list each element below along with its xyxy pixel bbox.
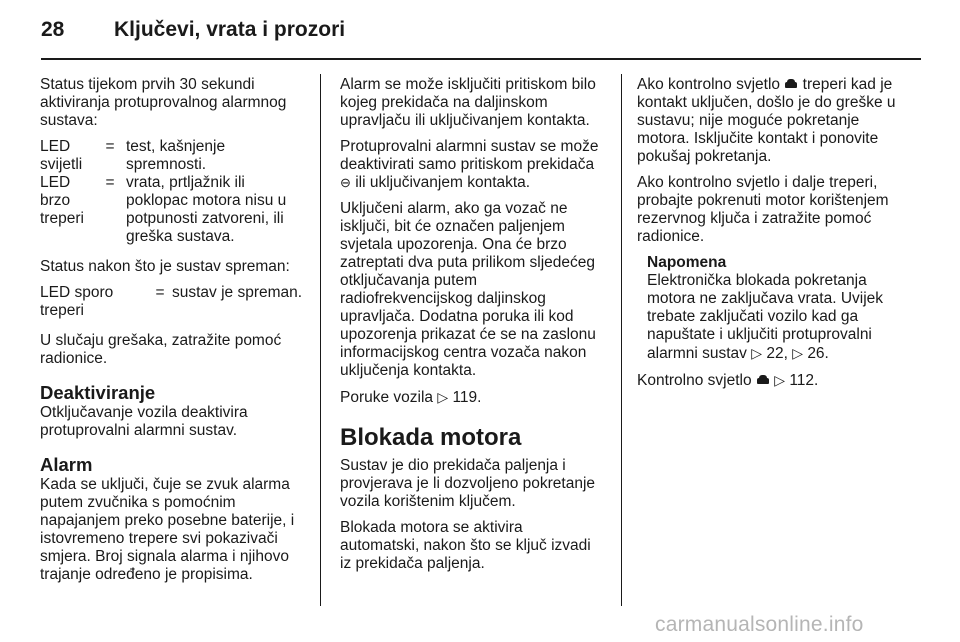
- def-desc: vrata, prtljažnik ili poklopac motora nisu u potpunosti zatvoreni, ili greška sustava.: [126, 174, 287, 245]
- page-reference[interactable]: 119.: [452, 389, 482, 406]
- paragraph-part: Ako kontrolno svjetlo: [637, 76, 781, 93]
- page-reference-arrow-icon: ▷: [774, 372, 785, 388]
- page-reference[interactable]: 112.: [789, 372, 819, 389]
- def-equals: =: [155, 284, 165, 301]
- intro-text: Status tijekom prvih 30 sekundi aktiviranja protuprovalnog alarmnog sustava:: [40, 76, 287, 129]
- immobiliser-car-icon: [784, 79, 798, 90]
- def-equals: =: [105, 174, 115, 191]
- page-reference-arrow-icon: ▷: [751, 345, 763, 361]
- def-desc: sustav je spreman.: [172, 284, 303, 301]
- paragraph: Uključeni alarm, ako ga vozač ne isključi, bit će označen paljenjem svjetala upozorenja. Ona će brzo zatreptati dva puta prilikom sljedećeg otključavanja putem radiofrekvencijskog daljinskog upravljača. Dodatna poruka ili kod upozorenja prikazat će se na zaslonu informacijskog centra vozača nakon uključenja kontakta.: [340, 200, 596, 379]
- ready-definition: [40, 284, 305, 320]
- column-1: [40, 76, 305, 592]
- paragraph: [340, 388, 606, 407]
- status-definitions: [40, 138, 305, 246]
- alarm-heading: Alarm: [40, 454, 93, 475]
- note-text-part: Elektronička blokada pokretanja motora ne zaključava vrata. Uvijek trebate zaključati vozilo kad ga napuštate i uključiti protuprovalni alarmni sustav: [647, 272, 884, 362]
- def-equals: =: [105, 138, 115, 155]
- def-term: LED svijetli: [40, 138, 83, 173]
- page-number: 28: [41, 18, 65, 41]
- paragraph: Sustav je dio prekidača paljenja i provjerava je li dozvoljeno pokretanje vozila korištenim ključem.: [340, 457, 596, 510]
- paragraph: [637, 76, 907, 166]
- paragraph: Blokada motora se aktivira automatski, nakon što se ključ izvadi iz prekidača paljenja.: [340, 519, 591, 572]
- header-rule: [41, 58, 921, 60]
- paragraph-part: treperi kad je kontakt uključen, došlo je do greške u sustavu; nije moguće pokretanje motora. Isključite kontakt i ponovite pokušaj pokretanja.: [637, 76, 896, 165]
- note-text: [647, 272, 907, 363]
- paragraph-part: Poruke vozila: [340, 389, 434, 406]
- def-term: LED sporo treperi: [40, 284, 114, 319]
- def-term: LED brzo treperi: [40, 174, 84, 227]
- immobiliser-heading: Blokada motora: [340, 424, 522, 451]
- chapter-title: Ključevi, vrata i prozori: [114, 18, 346, 41]
- column-2: [340, 76, 606, 581]
- note-box: [647, 254, 907, 363]
- paragraph-part: Kontrolno svjetlo: [637, 372, 752, 389]
- page-reference-arrow-icon: ▷: [792, 345, 803, 361]
- paragraph: Ako kontrolno svjetlo i dalje treperi, probajte pokrenuti motor korištenjem rezervnog ključa i zatražite pomoć radionice.: [637, 174, 889, 245]
- alarm-text: Kada se uključi, čuje se zvuk alarma putem zvučnika s pomoćnim napajanjem preko posebne baterije, i istovremeno trepere svi pokazivači smjera. Broj signala alarma i njihovo trajanje određeno je propisima.: [40, 476, 295, 583]
- paragraph: [340, 138, 606, 192]
- fault-text: U slučaju grešaka, zatražite pomoć radionice.: [40, 332, 282, 367]
- deactivation-heading: Deaktiviranje: [40, 382, 156, 403]
- page-reference[interactable]: 26.: [807, 345, 829, 362]
- column-divider: [320, 74, 321, 606]
- status-ready-text: Status nakon što je sustav spreman:: [40, 258, 290, 275]
- watermark: carmanualsonline.info: [655, 613, 864, 636]
- immobiliser-car-icon: [756, 375, 770, 386]
- page-reference[interactable]: 22,: [766, 345, 788, 362]
- page-reference-arrow-icon: ▷: [437, 389, 449, 405]
- column-divider: [621, 74, 622, 606]
- column-3: [637, 76, 907, 398]
- page-header: [41, 18, 921, 62]
- paragraph: Alarm se može isključiti pritiskom bilo kojeg prekidača na daljinskom upravljaču ili uključivanjem kontakta.: [340, 76, 596, 129]
- lock-button-icon: ⊖: [340, 175, 351, 190]
- def-desc: test, kašnjenje spremnosti.: [126, 138, 226, 173]
- note-title: Napomena: [647, 254, 727, 271]
- paragraph: [637, 371, 907, 390]
- paragraph-part: Protuprovalni alarmni sustav se može deaktivirati samo pritiskom prekidača: [340, 138, 599, 173]
- paragraph-part: ili uključivanjem kontakta.: [355, 174, 531, 191]
- deactivation-text: Otključavanje vozila deaktivira protuprovalni alarmni sustav.: [40, 404, 248, 439]
